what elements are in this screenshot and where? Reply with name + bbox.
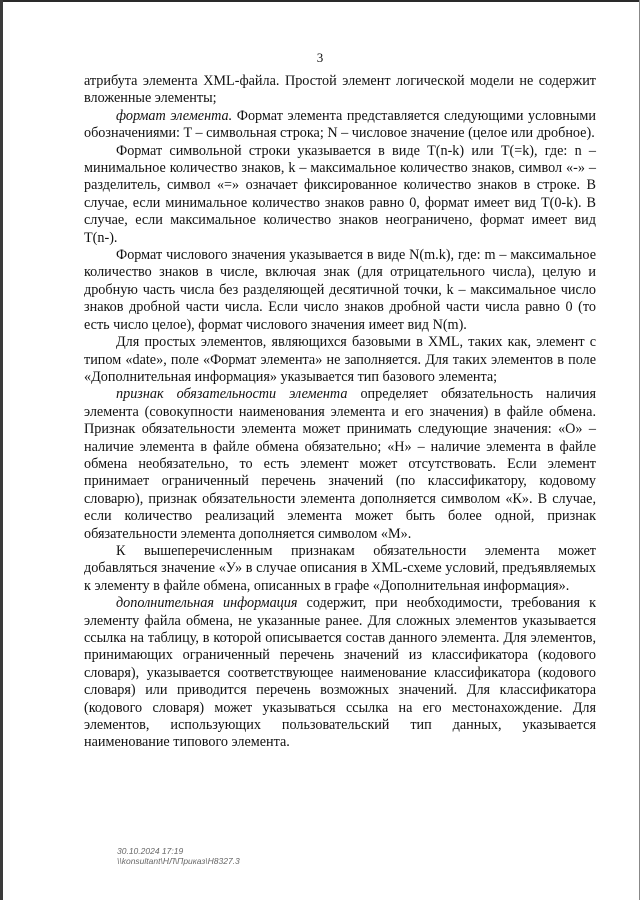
paragraph-text: атрибута элемента XML-файла. Простой элемент логической модели не содержит вложенные элементы;: [84, 73, 596, 107]
paragraph-text: Формат элемента представляется следующими условными обозначениями: T – символьная строка; N – числовое значение (целое или дробное).: [84, 107, 596, 142]
footer-timestamp: 30.10.2024 17:19: [117, 846, 184, 856]
paragraph: [84, 543, 596, 595]
paragraph: [84, 73, 596, 108]
scan-edge-top: [0, 0, 640, 2]
paragraph: [84, 334, 596, 386]
italic-term: формат элемента.: [116, 107, 233, 124]
paragraph: [84, 143, 596, 247]
footer: [117, 846, 240, 866]
footer-file-path: \\konsultant\НЛ\Приказ\Н8327.3: [117, 856, 240, 866]
italic-term: дополнительная информация: [116, 595, 298, 612]
paragraph: [84, 595, 596, 752]
paragraph-text: Формат символьной строки указывается в виде T(n-k) или T(=k), где: n – минимальное количество знаков, k – максимальное количество знаков, символ «-» – разделитель, символ «=» означает фиксированное количество знаков в строке. В случае, если минимальное количество знаков равно 0, формат имеет вид T(0-k). В случае, если максимальное количество знаков неограничено, формат имеет вид T(n-).: [84, 142, 596, 246]
body-text: [84, 73, 596, 752]
italic-term: признак обязательности элемента: [116, 386, 348, 403]
paragraph-text: содержит, при необходимости, требования к элементу файла обмена, не указанные ранее. Для сложных элементов указывается ссылка на таблицу, в которой описывается состав данного элемента. Для элементов, принимающих ограниченный перечень значений из классификатора (кодового словаря), указывается соответствующее наименование классификатора (кодового словаря) или приводится перечень возможных значений. Для классификатора (кодового словаря) может указываться ссылка на его местонахождение. Для элементов, использующих пользовательский тип данных, указывается наименование типового элемента.: [84, 595, 596, 751]
paragraph: [84, 247, 596, 334]
paragraph-text: определяет обязательность наличия элемента (совокупности наименования элемента и его значения) в файле обмена. Признак обязательности элемента может принимать следующие значения: «О» – наличие элемента в файле обмена обязательно; «Н» – наличие элемента в файле обмена необязательно, то есть элемент может отсутствовать. Если элемент принимает ограниченный перечень значений (по классификатору, кодовому словарю), признак обязательности элемента дополняется символом «К». В случае, если количество реализаций элемента может быть более одной, признак обязательности элемента дополняется символом «М».: [84, 386, 596, 542]
page-number: 3: [316, 50, 324, 65]
scan-edge-left: [0, 0, 3, 900]
paragraph-text: Для простых элементов, являющихся базовыми в XML, таких как, элемент с типом «date», поле «Формат элемента» не заполняется. Для таких элементов в поле «Дополнительная информация» указывается тип базового элемента;: [84, 334, 596, 385]
paragraph-text: К вышеперечисленным признакам обязательности элемента может добавляться значение «У» в случае описания в XML-схеме условий, предъявляемых к элементу в файле обмена, описанных в графе «Дополнительная информация».: [84, 542, 596, 594]
paragraph: [84, 386, 596, 543]
paragraph: [84, 108, 596, 143]
paragraph-text: Формат числового значения указывается в виде N(m.k), где: m – максимальное количество знаков в числе, включая знак (для отрицательного числа), целую и дробную часть числа без разделяющей десятичной точки, k – максимальное число знаков дробной части числа. Если число знаков дробной части числа равно 0 (то есть число целое), формат числового значения имеет вид N(m).: [84, 247, 596, 333]
